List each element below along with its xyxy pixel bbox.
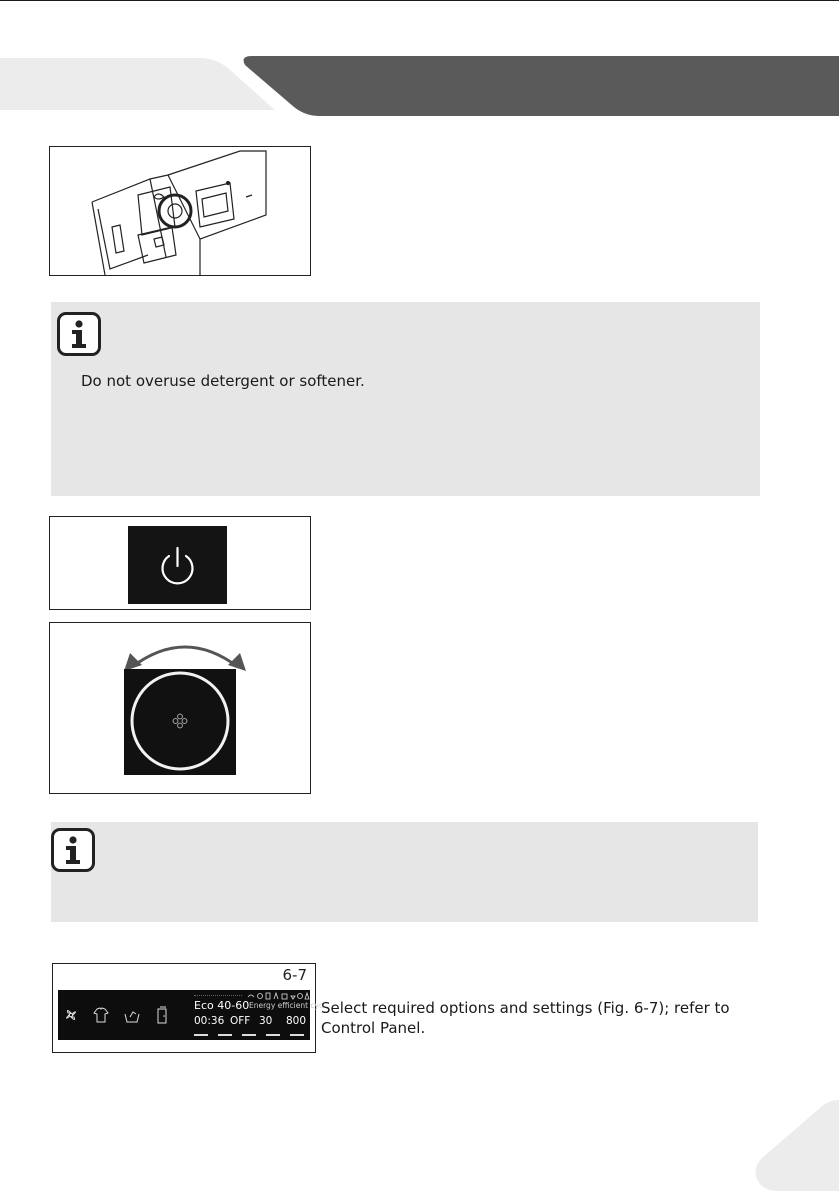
- figure-display-6-7: [52, 963, 324, 1053]
- page-corner-tab: [750, 1100, 839, 1191]
- note-text: Do not overuse detergent or softener.: [81, 372, 365, 390]
- shirt-icon[interactable]: [92, 1006, 110, 1024]
- program-dial-icon[interactable]: [124, 669, 236, 775]
- display-underlines: [194, 1034, 308, 1036]
- fan-icon[interactable]: [62, 1006, 80, 1024]
- temperature-value: 30: [259, 1015, 273, 1027]
- detergent-drawer-illustration: [50, 147, 310, 275]
- note-box-2: [51, 822, 758, 922]
- info-icon: [51, 828, 95, 872]
- basin-icon[interactable]: [122, 1006, 142, 1024]
- program-name: Eco 40-60: [194, 999, 250, 1012]
- display-panel: [58, 990, 324, 1040]
- program-description: Energy efficient cyc: [249, 1001, 324, 1010]
- note-box-detergent: [51, 302, 760, 496]
- header-left-tab: [0, 58, 275, 110]
- step-text-select-options: Select required options and settings (Fig. 6-7); refer to Control Panel.: [321, 999, 730, 1037]
- door-icon[interactable]: [154, 1005, 170, 1025]
- power-icon: [128, 526, 227, 604]
- info-icon: [57, 312, 101, 356]
- figure-label: 6-7: [282, 966, 307, 984]
- rotate-arrow-icon: [120, 633, 250, 673]
- header-main-bar: [244, 56, 839, 116]
- status-dots-row: [194, 995, 242, 996]
- power-button-panel: [128, 526, 227, 604]
- dial-panel: [124, 669, 236, 775]
- wifi-icon: [246, 991, 310, 1001]
- figure-power-button: [49, 516, 311, 610]
- header-bar: [0, 50, 839, 120]
- delay-value: OFF: [230, 1015, 251, 1027]
- spin-value: 800: [286, 1015, 307, 1027]
- figure-program-dial: [49, 622, 311, 794]
- figure-detergent-drawer: [49, 146, 311, 276]
- header-top-line: [0, 0, 839, 1]
- remaining-time: 00:36: [194, 1015, 225, 1027]
